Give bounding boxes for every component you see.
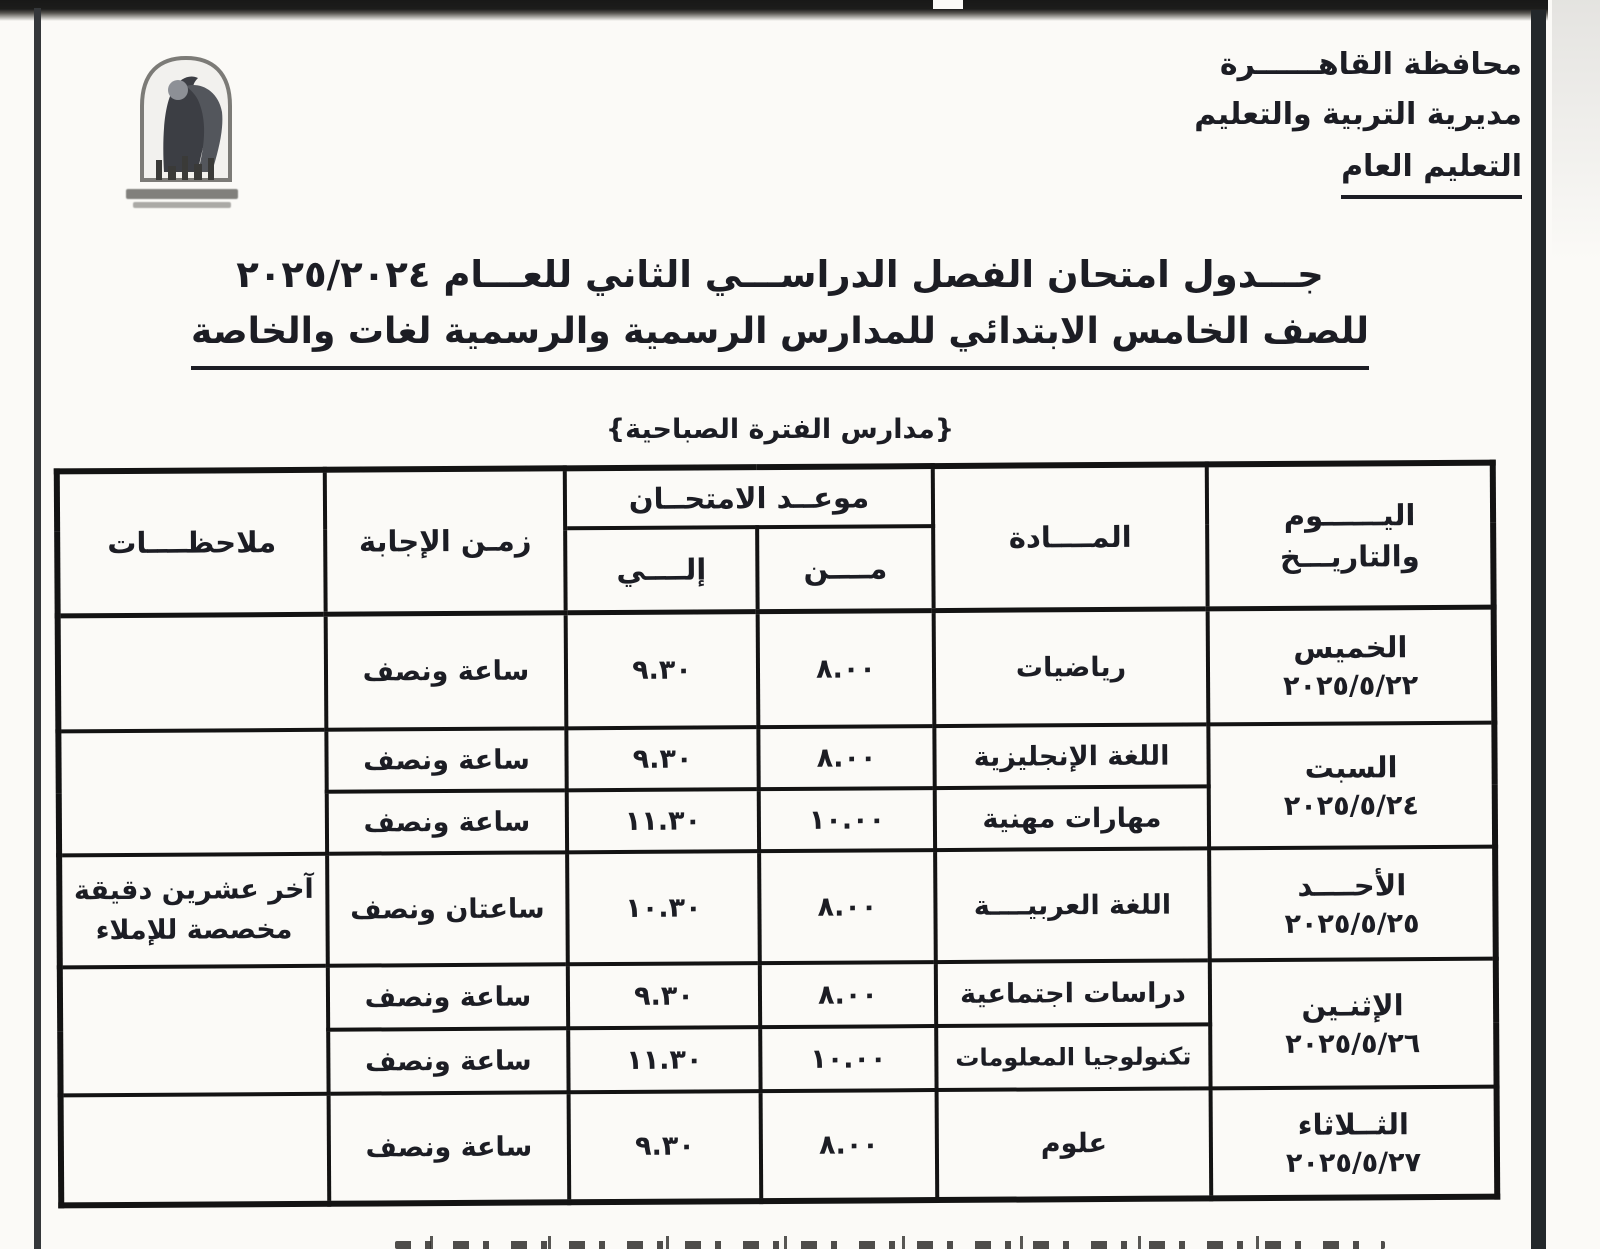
falcon-arch-emblem-icon xyxy=(134,52,238,184)
notes-cell xyxy=(61,1094,330,1206)
letterhead-department-line xyxy=(1194,142,1522,199)
notes-cell xyxy=(60,966,329,1096)
from-cell: ٨.٠٠ xyxy=(758,610,935,727)
letterhead-directorate: مديرية التربية والتعليم xyxy=(1194,97,1522,132)
table-row xyxy=(58,723,1494,794)
letterhead-department: التعليم العام xyxy=(1341,142,1522,199)
header-from: مــــن xyxy=(757,526,934,611)
header-to: إلــــي xyxy=(565,527,758,612)
duration-cell: ساعة ونصف xyxy=(328,964,568,1029)
to-cell: ٩.٣٠ xyxy=(566,727,758,790)
subject-cell: علوم xyxy=(937,1088,1212,1200)
scan-top-edge xyxy=(0,0,1548,22)
notes-cell xyxy=(58,730,327,856)
exam-schedule-table-wrap xyxy=(60,460,1500,1209)
from-cell: ٨.٠٠ xyxy=(759,850,936,963)
to-cell: ١١.٣٠ xyxy=(568,1027,760,1092)
day-cell: الثــلاثاء ٢٠٢٥/٥/٢٧ xyxy=(1211,1087,1498,1199)
to-cell: ٩.٣٠ xyxy=(568,963,760,1028)
title-line-1: جـــدول امتحان الفصل الدراســـي الثاني للعـــام ٢٠٢٥/٢٠٢٤ xyxy=(236,253,1324,296)
logo-caption-english xyxy=(133,202,232,208)
day-cell: الأحــــد ٢٠٢٥/٥/٢٥ xyxy=(1209,847,1496,961)
subject-cell: رياضيات xyxy=(934,608,1209,726)
to-cell: ١٠.٣٠ xyxy=(567,851,760,964)
duration-cell: ساعة ونصف xyxy=(326,612,567,729)
document-title xyxy=(62,246,1498,370)
title-line-2: للصف الخامس الابتدائي للمدارس الرسمية والرسمية لغات والخاصة xyxy=(62,304,1498,370)
header-subject: المــــادة xyxy=(933,464,1208,610)
subject-cell: تكنولوجيا المعلومات xyxy=(936,1024,1210,1090)
duration-cell: ساعة ونصف xyxy=(329,1092,570,1203)
table-row xyxy=(58,607,1495,732)
page-frame-right-border xyxy=(1531,10,1546,1249)
to-cell: ١١.٣٠ xyxy=(567,789,759,852)
page-frame-left-border xyxy=(34,8,41,1249)
from-cell: ٨.٠٠ xyxy=(758,726,934,789)
from-cell: ١٠.٠٠ xyxy=(759,788,935,851)
letterhead-governorate: محافظة القاهــــــرة xyxy=(1219,47,1522,82)
morning-shift-note: {مدارس الفترة الصباحية} xyxy=(605,414,955,445)
subject-cell: اللغة الإنجليزية xyxy=(934,724,1208,788)
header-exam-time: موعــد الامتحــان xyxy=(565,466,933,528)
subject-cell: مهارات مهنية xyxy=(935,786,1209,850)
header-notes: ملاحظــــات xyxy=(57,470,326,616)
from-cell: ١٠.٠٠ xyxy=(760,1026,936,1091)
duration-cell: ساعة ونصف xyxy=(327,790,567,853)
to-cell: ٩.٣٠ xyxy=(566,611,759,728)
scan-right-shade xyxy=(1552,0,1600,260)
notes-cell: آخر عشرين دقيقة مخصصة للإملاء xyxy=(59,854,328,968)
subject-cell: اللغة العربيــــة xyxy=(935,848,1210,962)
day-cell: الخميس ٢٠٢٥/٥/٢٢ xyxy=(1208,607,1495,725)
day-cell: الإثنـين ٢٠٢٥/٥/٢٦ xyxy=(1210,959,1497,1089)
notes-cell xyxy=(58,614,327,732)
cut-off-footer-text-ascenders xyxy=(430,1236,1340,1249)
from-cell: ٨.٠٠ xyxy=(760,962,936,1027)
duration-cell: ساعتان ونصف xyxy=(327,852,568,965)
table-row xyxy=(60,959,1496,1032)
duration-cell: ساعة ونصف xyxy=(328,1028,568,1093)
table-row xyxy=(61,1087,1498,1206)
duration-cell: ساعة ونصف xyxy=(326,728,566,791)
day-cell: السبت ٢٠٢٥/٥/٢٤ xyxy=(1208,723,1495,849)
header-duration: زمـن الإجابة xyxy=(325,468,566,613)
logo-caption-arabic xyxy=(126,189,238,199)
subject-cell: دراسات اجتماعية xyxy=(936,960,1210,1026)
scan-top-notch xyxy=(933,0,963,9)
to-cell: ٩.٣٠ xyxy=(569,1091,762,1202)
ministry-logo xyxy=(126,52,238,208)
table-row xyxy=(59,847,1496,968)
letterhead xyxy=(1194,40,1522,199)
header-day-and-date: اليــــــوم والتاريـــخ xyxy=(1207,463,1494,609)
from-cell: ٨.٠٠ xyxy=(761,1090,938,1201)
exam-schedule-table xyxy=(54,460,1500,1209)
